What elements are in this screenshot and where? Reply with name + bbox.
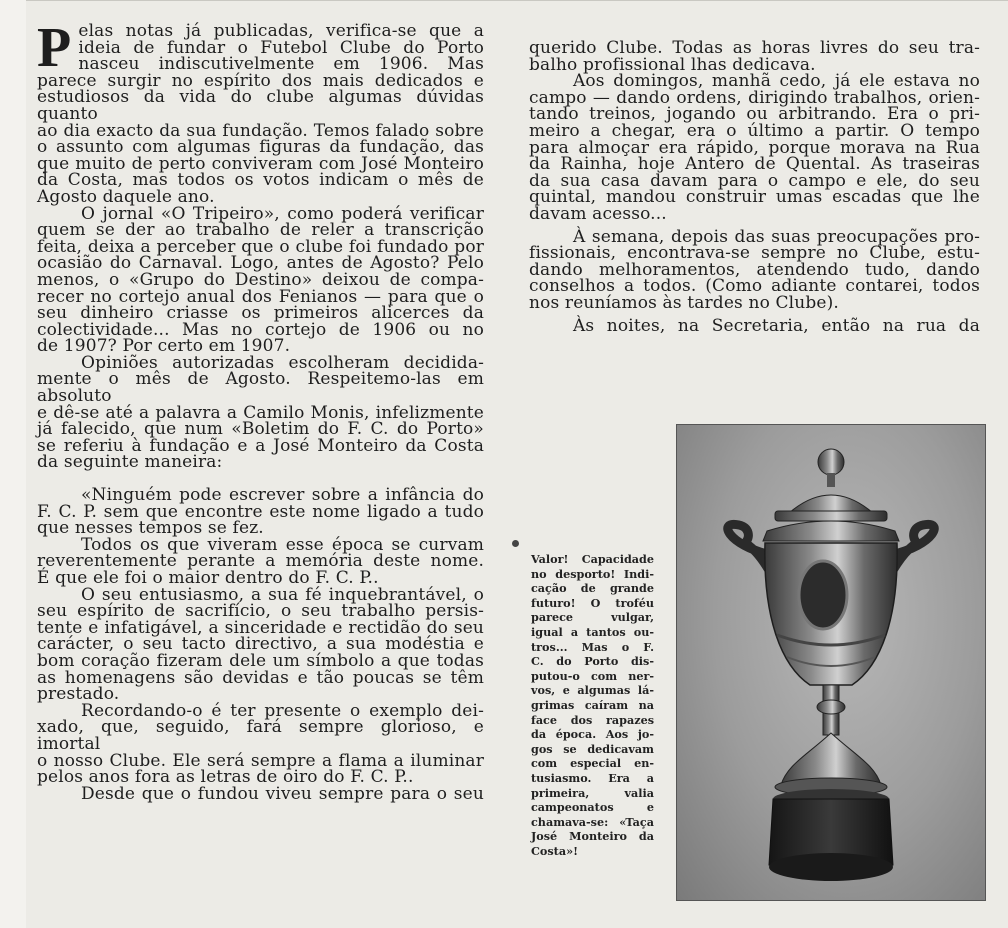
text-line: as homenagens são devidas e tão poucas se têm: [37, 667, 484, 688]
text-line: se referiu à fundação e a José Monteiro da Costa: [37, 435, 484, 456]
text-line: colectividade... Mas no cortejo de 1906 ou no: [37, 319, 484, 340]
text-line: conselhos a todos. (Como adiante contarei, todos: [529, 276, 980, 297]
text-line: seu dinheiro criasse os primeiros alicerces da: [37, 303, 484, 324]
text-line: com especial en-: [531, 756, 654, 771]
text-line: balho profissional lhas dedicava.: [529, 54, 816, 75]
quote-enthusiasm: [37, 584, 484, 705]
trophy-cup-icon: [677, 425, 985, 900]
text-line: davam acesso...: [529, 203, 667, 224]
text-line: primeira, valia: [531, 785, 654, 800]
text-line: que nesses tempos se fez.: [37, 518, 264, 539]
text-line: da época. Aos jo-: [531, 727, 654, 742]
text-line: reverentemente perante a memória deste nome.: [37, 551, 484, 572]
text-line: O jornal «O Tripeiro», como poderá verificar: [81, 203, 484, 224]
paragraph-opinions: [37, 352, 484, 473]
text-line: de 1907? Por certo em 1907.: [37, 336, 291, 357]
paragraph-nights: [529, 315, 980, 336]
text-line: feita, deixa a perceber que o clube foi fundado por: [37, 236, 484, 257]
text-line: da Costa, mas todos os votos indicam o mês de: [37, 170, 484, 191]
text-line: já falecido, que num «Boletim do F. C. do Porto»: [37, 419, 484, 440]
text-line: Todos os que viveram esse época se curvam: [81, 534, 484, 555]
quote-infancy: [37, 487, 484, 537]
text-line: menos, o «Grupo do Destino» deixou de compa-: [37, 269, 484, 290]
paragraph-beloved-club: [529, 40, 980, 73]
text-line: o assunto com algumas figuras da fundação, das: [37, 137, 484, 158]
text-line: Valor! Capacidade: [531, 552, 654, 566]
caption-bullet: [512, 540, 519, 547]
text-line: nasceu indiscutivelmente em 1906. Mas: [78, 54, 484, 75]
text-line: Desde que o fundou viveu sempre para o seu: [81, 783, 484, 804]
text-line: Recordando-o é ter presente o exemplo dei-: [81, 700, 484, 721]
text-line: À semana, depois das suas preocupações pro-: [573, 226, 980, 247]
text-line: Às noites, na Secretaria, então na rua da: [573, 315, 980, 336]
text-line: prestado.: [37, 684, 120, 705]
text-line: parece surgir no espírito dos mais dedicados e: [37, 70, 484, 91]
scan-border: [26, 0, 1008, 1]
paragraph-weekdays: [529, 226, 980, 313]
text-line: Costa»!: [531, 843, 578, 858]
text-line: pelos anos fora as letras de oiro do F. C. P..: [37, 767, 414, 788]
text-line: É que ele foi o maior dentro do F. C. P..: [37, 568, 379, 588]
text-line: o nosso Clube. Ele será sempre a flama a iluminar: [37, 750, 484, 771]
quote-memory: [37, 534, 484, 588]
left-column: [37, 17, 484, 804]
text-line: «Ninguém pode escrever sobre a infância do: [81, 485, 484, 506]
drop-cap: P: [37, 17, 72, 79]
text-line: campeonatos e: [531, 800, 654, 815]
text-line: carácter, o seu tacto directivo, a sua modéstia e: [37, 634, 484, 655]
text-line: no desporto! Indi-: [531, 566, 654, 581]
text-line: nos reuníamos às tardes no Clube).: [529, 292, 839, 313]
text-line: ocasião do Carnaval. Logo, antes de Agosto? Pelo: [37, 253, 484, 274]
paragraph-tripeiro: [37, 203, 484, 357]
paragraph-since-founded: [37, 783, 484, 804]
text-line: elas notas já publicadas, verifica-se que a: [78, 21, 484, 41]
text-line: Aos domingos, manhã cedo, já ele estava no: [573, 71, 980, 92]
text-line: putou-o com ner-: [531, 668, 654, 683]
text-line: tros... Mas o F.: [531, 639, 654, 654]
text-line: ao dia exacto da sua fundação. Temos falado sobre: [37, 120, 484, 141]
trophy-photo: [676, 424, 986, 901]
text-line: tusiasmo. Era a: [531, 770, 654, 785]
paragraph-intro: [37, 17, 484, 207]
text-line: igual a tantos ou-: [531, 624, 654, 639]
quote-remembering: [37, 700, 484, 788]
text-line: da Rainha, hoje Antero de Quental. As traseiras: [529, 154, 980, 175]
text-line: chamava-se: «Taça: [531, 814, 654, 829]
right-column: [529, 40, 980, 334]
text-line: dando melhoramentos, atendendo tudo, dando: [529, 259, 980, 280]
text-line: para almoçar era rápido, porque morava na Rua: [529, 137, 980, 158]
photo-caption: [531, 552, 654, 858]
text-line: e dê-se até a palavra a Camilo Monis, infelizmente: [37, 402, 484, 423]
text-line: da seguinte maneira:: [37, 452, 223, 473]
paragraph-sundays: [529, 73, 980, 222]
text-line: tando treinos, jogando ou arbitrando. Era o pri-: [529, 104, 980, 125]
text-line: cação de grande: [531, 581, 654, 596]
text-line: José Monteiro da: [531, 829, 654, 844]
text-line: Opiniões autorizadas escolheram decidida-: [81, 352, 484, 373]
text-line: meiro a chegar, era o último a partir. O tempo: [529, 120, 980, 141]
text-line: face dos rapazes: [531, 712, 654, 727]
text-line: estudiosos da vida do clube algumas dúvidas quanto: [37, 87, 484, 124]
text-line: O seu entusiasmo, a sua fé inquebrantável, o: [81, 584, 484, 605]
text-line: parece vulgar,: [531, 610, 654, 625]
text-line: quem se der ao trabalho de reler a transcrição: [37, 220, 484, 241]
text-line: bom coração fizeram dele um símbolo a que todas: [37, 650, 484, 671]
text-line: seu espírito de sacrifício, o seu trabalho persis-: [37, 601, 484, 622]
text-line: recer no cortejo anual dos Fenianos — para que o: [37, 286, 484, 307]
text-line: gos se dedicavam: [531, 741, 654, 756]
text-line: futuro! O troféu: [531, 595, 654, 610]
text-line: grimas caíram na: [531, 697, 654, 712]
page-edge: [0, 0, 26, 928]
text-line: mente o mês de Agosto. Respeitemo-las em absoluto: [37, 369, 484, 407]
text-line: C. do Porto dis-: [531, 654, 654, 669]
text-line: campo — dando ordens, dirigindo trabalhos, orien-: [529, 87, 980, 108]
text-line: quintal, mandou construir umas escadas que lhe: [529, 187, 980, 208]
text-line: xado, que, seguido, fará sempre glorioso, e imortal: [37, 717, 484, 754]
text-line: fissionais, encontrava-se sempre no Clube, estu-: [529, 243, 980, 264]
text-line: querido Clube. Todas as horas livres do seu tra-: [529, 38, 980, 58]
text-line: Agosto daquele ano.: [37, 186, 215, 207]
text-line: F. C. P. sem que encontre este nome ligado a tudo: [37, 501, 484, 522]
text-line: vos, e algumas lá-: [531, 683, 654, 698]
text-line: que muito de perto conviveram com José Monteiro: [37, 153, 484, 174]
text-line: ideia de fundar o Futebol Clube do Porto: [78, 37, 484, 58]
text-line: tente e infatigável, a sinceridade e rectidão do seu: [37, 617, 484, 638]
text-line: da sua casa davam para o campo e ele, do seu: [529, 170, 980, 191]
